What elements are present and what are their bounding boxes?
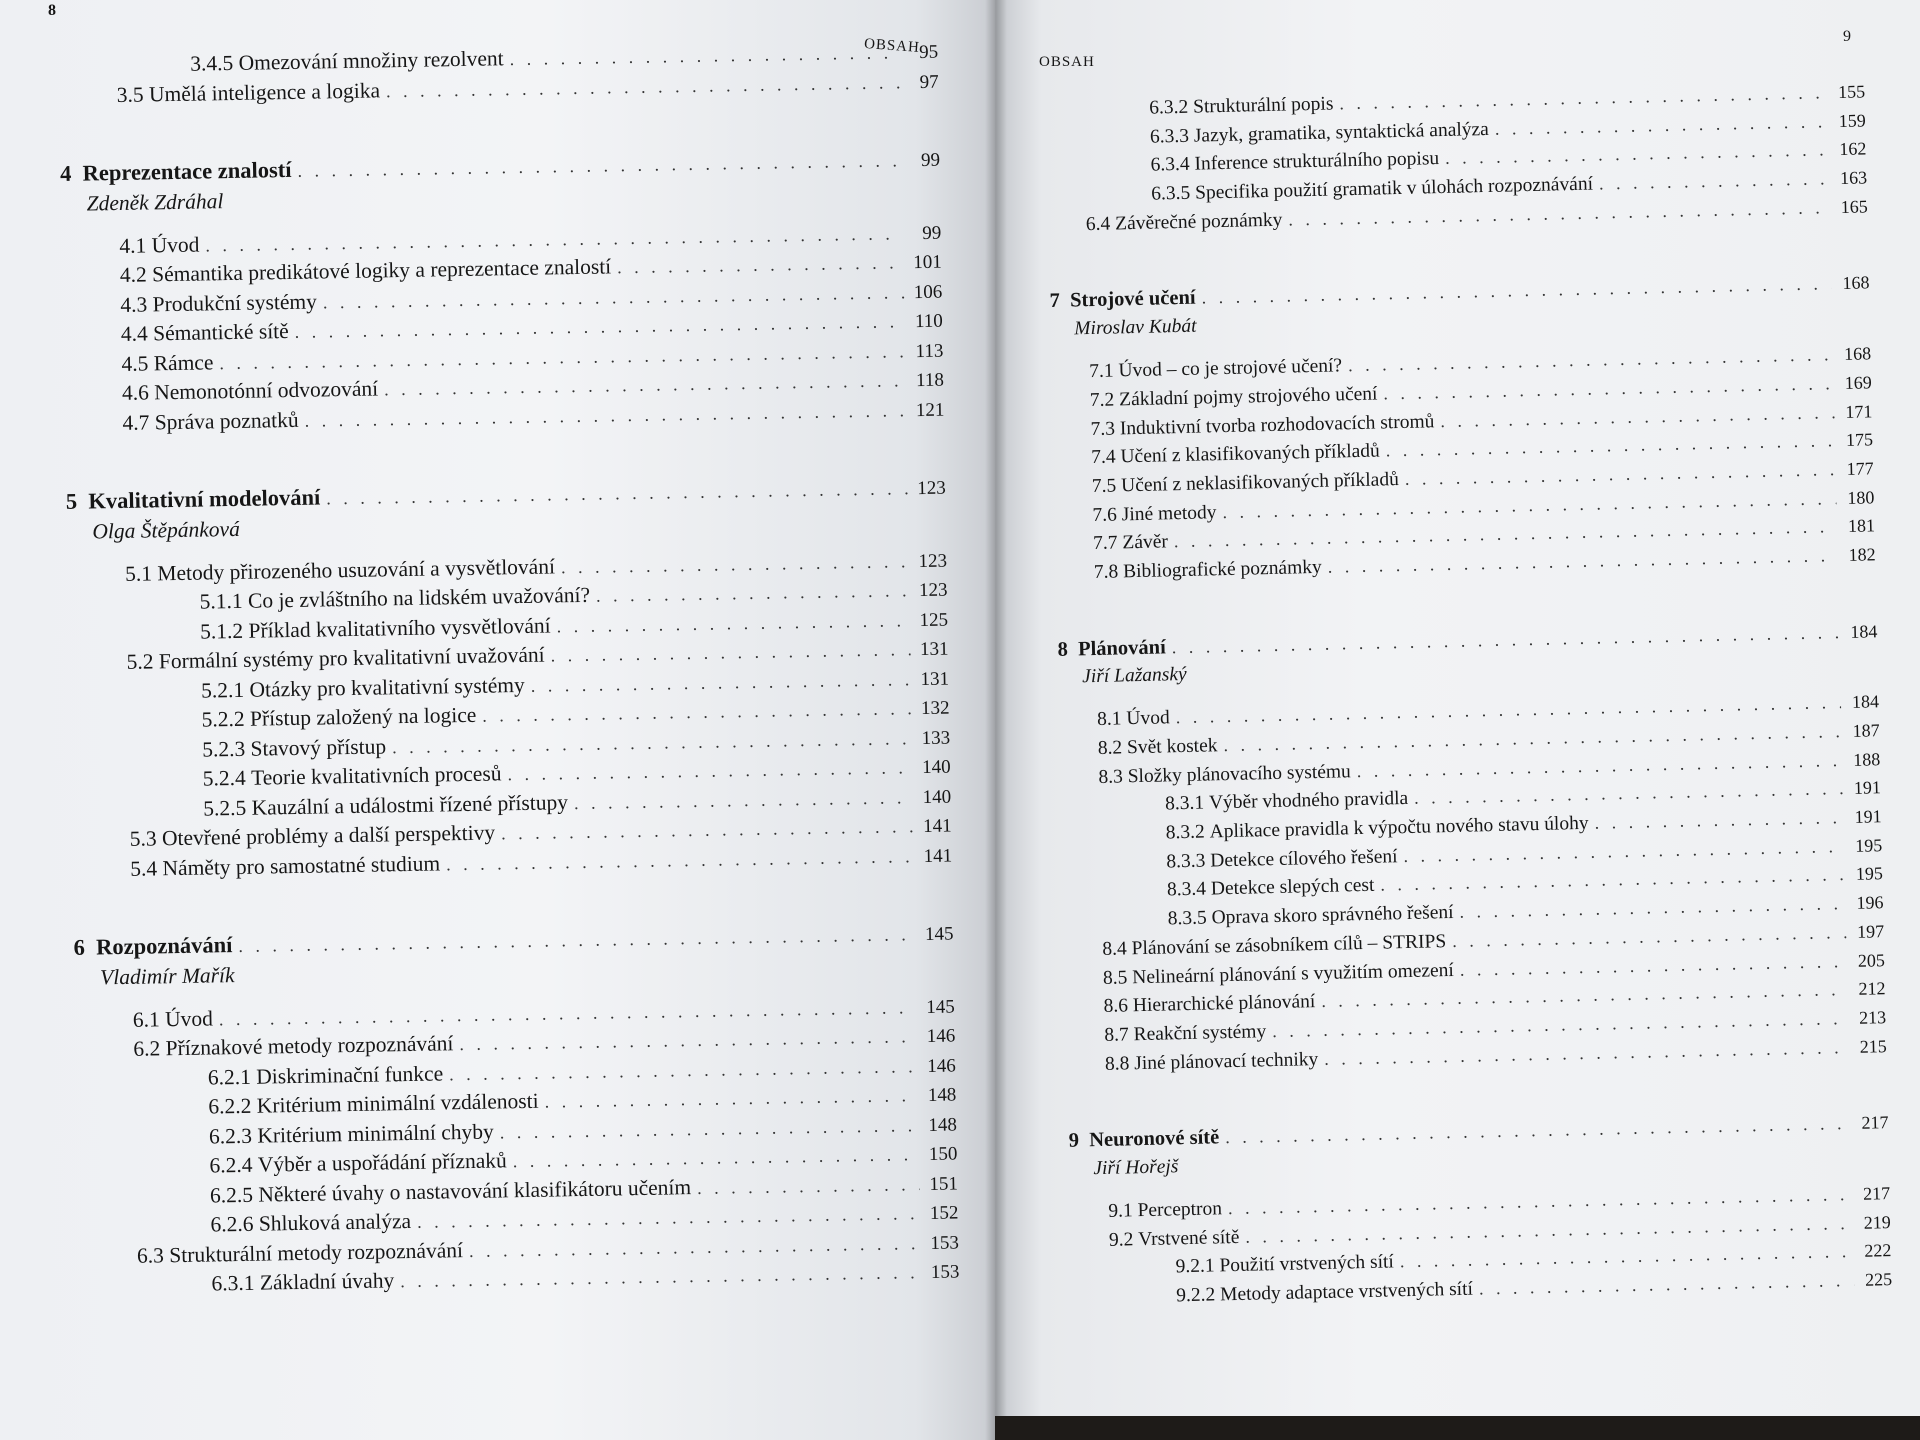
entry-title: Plánování se zásobníkem cílů – STRIPS xyxy=(1131,930,1447,960)
entry-number: 5.2.4 xyxy=(202,765,246,791)
entry-number: 6.3 xyxy=(136,1242,165,1268)
entry-title: Náměty pro samostatné studium xyxy=(162,850,441,880)
entry-title: Formální systémy pro kvalitativní uvažování xyxy=(158,642,545,674)
entry-title: Strukturální metody rozpoznávání xyxy=(169,1237,464,1267)
page-ref: 213 xyxy=(1858,1007,1887,1028)
entry-number: 8.3 xyxy=(1098,766,1124,788)
entry-title: Metody adaptace vrstvených sítí xyxy=(1219,1278,1474,1306)
entry-number: 8.3.3 xyxy=(1166,850,1206,873)
chapter-author: Jiří Lažanský xyxy=(1081,664,1187,688)
entry-title: Hierarchické plánování xyxy=(1132,991,1316,1017)
page-ref: 159 xyxy=(1838,110,1866,131)
entry-title: Kvalitativní modelování xyxy=(88,484,321,514)
page-ref: 148 xyxy=(927,1084,957,1106)
page-ref: 145 xyxy=(924,923,954,946)
entry-title: Použití vrstvených sítí xyxy=(1219,1251,1395,1277)
page-ref: 162 xyxy=(1839,138,1867,160)
entry-number: 4.4 xyxy=(120,321,149,346)
entry-number: 4.6 xyxy=(121,380,150,405)
entry-number: 8.1 xyxy=(1096,708,1122,731)
table-of-contents xyxy=(1045,77,1892,1312)
entry-number: 5.2.3 xyxy=(201,736,246,762)
entry-number: 4.3 xyxy=(120,291,148,317)
page-ref: 141 xyxy=(922,815,952,838)
entry-title: Správa poznatků xyxy=(154,407,299,434)
chapter-author: Miroslav Kubát xyxy=(1074,315,1197,340)
entry-number: 3.5 xyxy=(116,82,144,107)
entry-number: 6.2.1 xyxy=(207,1064,252,1090)
entry-title: Učení z neklasifikovaných příkladů xyxy=(1120,468,1400,497)
chapter-author: Zdeněk Zdráhal xyxy=(86,188,224,216)
page-ref: 140 xyxy=(922,786,952,808)
entry-title: Otázky pro kvalitativní systémy xyxy=(249,672,525,702)
entry-number: 8.4 xyxy=(1102,938,1127,960)
entry-title: Základní pojmy strojového učení xyxy=(1118,383,1378,411)
dot-leader xyxy=(697,1170,920,1203)
entry-number: 5.3 xyxy=(129,826,157,851)
entry-number: 4 xyxy=(59,160,72,186)
entry-title: Detekce slepých cest xyxy=(1210,875,1375,900)
page-ref: 101 xyxy=(913,251,942,274)
chapter-author: Jiří Hořejš xyxy=(1093,1156,1179,1180)
entry-title: Kritérium minimální chyby xyxy=(257,1119,494,1148)
entry-title: Výběr vhodného pravidla xyxy=(1208,788,1409,814)
entry-title: Sémantika predikátové logiky a reprezentace znalostí xyxy=(151,254,612,287)
entry-title: Umělá inteligence a logika xyxy=(148,77,381,106)
entry-number: 5.2.2 xyxy=(201,706,245,732)
entry-title: Sémantické sítě xyxy=(152,319,289,346)
entry-title: Neuronové sítě xyxy=(1088,1126,1220,1152)
page-ref: 155 xyxy=(1837,81,1866,103)
right-page xyxy=(995,0,1920,1440)
entry-title: Závěrečné poznámky xyxy=(1114,209,1283,235)
entry-title: Rámce xyxy=(153,349,214,375)
entry-number: 6.1 xyxy=(132,1006,160,1032)
page-ref: 195 xyxy=(1855,863,1884,885)
entry-title: Produkční systémy xyxy=(152,289,318,316)
page-ref: 123 xyxy=(918,579,948,602)
entry-number: 6.2.5 xyxy=(209,1182,254,1208)
entry-number: 7.5 xyxy=(1091,475,1117,497)
page-ref: 118 xyxy=(915,369,945,392)
page-ref: 191 xyxy=(1853,777,1882,799)
entry-title: Shluková analýza xyxy=(258,1209,412,1236)
page-ref: 146 xyxy=(927,1054,957,1077)
page-ref: 182 xyxy=(1848,544,1876,565)
entry-number: 8.5 xyxy=(1102,966,1128,989)
page-ref: 168 xyxy=(1843,343,1872,365)
entry-number: 8.6 xyxy=(1103,995,1129,1018)
entry-title: Jiné metody xyxy=(1121,501,1217,525)
page-ref: 197 xyxy=(1856,920,1885,942)
page-ref: 99 xyxy=(922,222,942,244)
page-ref: 141 xyxy=(923,845,953,867)
entry-number: 5.1 xyxy=(124,560,153,586)
entry-number: 7.6 xyxy=(1092,504,1118,526)
page-ref: 123 xyxy=(918,550,948,572)
entry-number: 7.7 xyxy=(1092,532,1118,555)
entry-title: Perceptron xyxy=(1137,1198,1223,1222)
page-ref: 131 xyxy=(919,638,949,661)
entry-number: 5.1.2 xyxy=(199,618,244,644)
entry-title: Specifika použití gramatik v úlohách rozpoznávání xyxy=(1194,173,1594,204)
entry-number: 7.3 xyxy=(1090,418,1116,440)
page-ref: 171 xyxy=(1845,400,1873,422)
entry-number: 4.1 xyxy=(119,232,147,258)
entry-title: Vrstvené sítě xyxy=(1137,1226,1240,1250)
page-ref: 123 xyxy=(917,477,946,500)
page-ref: 181 xyxy=(1847,515,1876,537)
entry-title: Rozpoznávání xyxy=(95,932,233,960)
entry-number: 4.7 xyxy=(122,409,150,435)
page-ref: 191 xyxy=(1854,806,1882,827)
entry-number: 7.4 xyxy=(1090,446,1116,469)
page-ref: 225 xyxy=(1864,1269,1893,1290)
entry-number: 3.4.5 xyxy=(190,50,234,76)
entry-title: Příznakové metody rozpoznávání xyxy=(165,1031,454,1061)
entry-number: 8.3.5 xyxy=(1167,907,1207,930)
page-ref: 153 xyxy=(930,1261,960,1283)
dot-leader xyxy=(617,248,904,282)
entry-number: 8.3.2 xyxy=(1165,821,1205,844)
page-ref: 153 xyxy=(930,1231,960,1254)
entry-number: 8.3.1 xyxy=(1164,792,1205,815)
spacer xyxy=(71,159,83,188)
page-ref: 195 xyxy=(1854,834,1883,856)
page-ref: 106 xyxy=(913,281,943,303)
entry-title: Bibliografické poznámky xyxy=(1122,556,1322,583)
entry-title: Jiné plánovací techniky xyxy=(1133,1048,1319,1074)
page-ref: 113 xyxy=(915,340,944,362)
page-ref: 140 xyxy=(921,756,951,779)
entry-number: 9 xyxy=(1068,1129,1080,1152)
page-ref: 148 xyxy=(928,1113,958,1136)
page-ref: 95 xyxy=(918,41,939,63)
entry-number: 9.2.2 xyxy=(1176,1284,1216,1307)
entry-number: 8.3.4 xyxy=(1166,878,1207,901)
entry-title: Induktivní tvorba rozhodovacích stromů xyxy=(1119,410,1435,439)
book-gutter xyxy=(985,0,1007,1440)
entry-title: Výběr a uspořádání příznaků xyxy=(257,1148,507,1177)
entry-number: 6.3.2 xyxy=(1149,96,1189,119)
dot-leader xyxy=(596,576,910,610)
page-ref: 165 xyxy=(1840,196,1868,217)
entry-title: Aplikace pravidla k výpočtu nového stavu úlohy xyxy=(1209,812,1589,843)
page-ref: 184 xyxy=(1851,691,1880,713)
entry-title: Inference strukturálního popisu xyxy=(1194,148,1440,175)
page-ref: 97 xyxy=(919,71,939,93)
page-ref: 217 xyxy=(1861,1112,1889,1133)
entry-number: 6.2.2 xyxy=(208,1093,252,1119)
entry-number: 9.1 xyxy=(1108,1200,1133,1222)
entry-title: Svět kostek xyxy=(1126,735,1218,759)
entry-number: 9.2.1 xyxy=(1175,1255,1215,1278)
page-ref: 150 xyxy=(928,1143,958,1165)
chapter-author: Vladimír Mařík xyxy=(99,962,235,989)
page-ref: 219 xyxy=(1863,1211,1891,1233)
spacer xyxy=(85,932,97,961)
page-ref: 205 xyxy=(1857,949,1886,971)
page-ref: 152 xyxy=(929,1202,959,1224)
entry-number: 5.2.5 xyxy=(203,795,247,821)
entry-title: Metody přirozeného usuzování a vysvětlování xyxy=(157,553,556,585)
entry-title: Složky plánovacího systému xyxy=(1127,760,1352,787)
background-surface xyxy=(995,1416,1920,1440)
entry-number: 6.3.1 xyxy=(211,1270,255,1296)
page-ref: 184 xyxy=(1850,620,1878,642)
entry-title: Úvod xyxy=(164,1005,214,1031)
page-ref: 110 xyxy=(914,310,944,333)
entry-title: Základní úvahy xyxy=(259,1268,395,1295)
entry-number: 5.1.1 xyxy=(199,588,243,614)
page-ref: 222 xyxy=(1864,1240,1892,1262)
page-ref: 169 xyxy=(1844,372,1872,393)
entry-number: 7 xyxy=(1049,290,1061,313)
entry-title: Příklad kvalitativního vysvětlování xyxy=(248,612,551,643)
page-ref: 163 xyxy=(1839,167,1868,189)
entry-number: 6.3.3 xyxy=(1149,125,1190,148)
entry-number: 5.4 xyxy=(130,855,158,881)
page-ref: 132 xyxy=(920,697,950,720)
entry-number: 6.2.4 xyxy=(209,1152,253,1178)
entry-number: 8.2 xyxy=(1097,737,1123,759)
page-ref: 175 xyxy=(1845,429,1874,451)
dot-leader xyxy=(1599,164,1830,197)
page-ref: 146 xyxy=(926,1025,956,1047)
entry-title: Nelineární plánování s využitím omezení xyxy=(1132,959,1455,988)
entry-number: 9.2 xyxy=(1108,1228,1134,1251)
entry-title: Diskriminační funkce xyxy=(256,1060,444,1089)
entry-number: 6.3.5 xyxy=(1151,182,1191,205)
spacer xyxy=(1060,287,1071,315)
page-ref: 212 xyxy=(1858,978,1886,999)
page-ref: 196 xyxy=(1856,892,1884,913)
page-ref: 177 xyxy=(1846,458,1874,479)
entry-number: 4.5 xyxy=(121,350,149,376)
entry-title: Závěr xyxy=(1122,531,1169,554)
entry-title: Co je zvláštního na lidském uvažování? xyxy=(247,582,591,613)
page-number: 8 xyxy=(48,2,56,19)
page-ref: 215 xyxy=(1859,1035,1887,1057)
running-head: OBSAH xyxy=(863,36,921,56)
page-ref: 151 xyxy=(929,1172,959,1195)
entry-title: Stavový přístup xyxy=(250,733,387,761)
page-ref: 187 xyxy=(1852,720,1880,741)
entry-title: Některé úvahy o nastavování klasifikátoru učením xyxy=(258,1174,692,1207)
entry-title: Úvod xyxy=(1126,707,1170,730)
entry-title: Plánování xyxy=(1077,636,1167,661)
entry-number: 7.8 xyxy=(1093,561,1119,583)
entry-title: Teorie kvalitativních procesů xyxy=(250,761,502,790)
chapter-author: Olga Štěpánková xyxy=(92,516,241,543)
spacer xyxy=(1067,635,1078,663)
page-ref: 145 xyxy=(926,995,955,1018)
spacer xyxy=(1079,1127,1090,1155)
entry-title: Učení z klasifikovaných příkladů xyxy=(1120,440,1381,468)
entry-number: 8 xyxy=(1057,638,1069,661)
entry-number: 8.7 xyxy=(1104,1024,1129,1046)
entry-number: 5.2.1 xyxy=(200,677,245,703)
page-number: 9 xyxy=(1843,28,1851,45)
entry-number: 8.8 xyxy=(1104,1052,1130,1075)
entry-title: Úvod xyxy=(151,232,200,257)
page-ref: 180 xyxy=(1847,486,1875,508)
page-ref: 188 xyxy=(1853,748,1881,770)
entry-title: Jazyk, gramatika, syntaktická analýza xyxy=(1193,118,1490,147)
table-of-contents xyxy=(58,37,960,1302)
page-ref: 217 xyxy=(1862,1183,1891,1204)
entry-number: 6.2.6 xyxy=(210,1211,254,1237)
entry-number: 7.2 xyxy=(1089,389,1115,411)
entry-title: Strojové učení xyxy=(1069,287,1196,312)
entry-title: Detekce cílového řešení xyxy=(1210,845,1398,872)
page-ref: 121 xyxy=(915,399,945,421)
entry-title: Reprezentace znalostí xyxy=(82,156,292,186)
entry-title: Přístup založený na logice xyxy=(249,702,477,731)
page-ref: 168 xyxy=(1842,272,1870,294)
entry-title: Kritérium minimální vzdálenosti xyxy=(256,1088,539,1118)
entry-number: 5 xyxy=(65,488,78,514)
page-ref: 131 xyxy=(920,668,950,690)
page-ref: 133 xyxy=(921,727,951,749)
page-ref: 125 xyxy=(919,609,949,631)
entry-number: 6.3.4 xyxy=(1150,154,1190,176)
entry-title: Nemonotónní odvozování xyxy=(153,376,379,405)
entry-title: Kauzální a událostmi řízené přístupy xyxy=(251,789,569,820)
entry-number: 6 xyxy=(73,934,86,960)
entry-number: 5.2 xyxy=(126,649,154,674)
entry-number: 7.1 xyxy=(1089,360,1114,383)
running-head: OBSAH xyxy=(1039,54,1095,70)
entry-number: 6.2.3 xyxy=(208,1123,253,1149)
entry-title: Oprava skoro správného řešení xyxy=(1211,902,1454,929)
entry-number: 4.2 xyxy=(119,262,147,287)
spacer xyxy=(77,487,89,516)
entry-title: Strukturální popis xyxy=(1192,93,1334,118)
entry-title: Úvod – co je strojové učení? xyxy=(1118,355,1343,382)
page-ref: 99 xyxy=(920,149,941,171)
entry-title: Omezování množiny rezolvent xyxy=(238,46,504,75)
entry-title: Otevřené problémy a další perspektivy xyxy=(161,820,496,851)
entry-number: 6.2 xyxy=(133,1036,161,1061)
entry-title: Reakční systémy xyxy=(1133,1021,1267,1046)
entry-number: 6.4 xyxy=(1085,213,1111,235)
